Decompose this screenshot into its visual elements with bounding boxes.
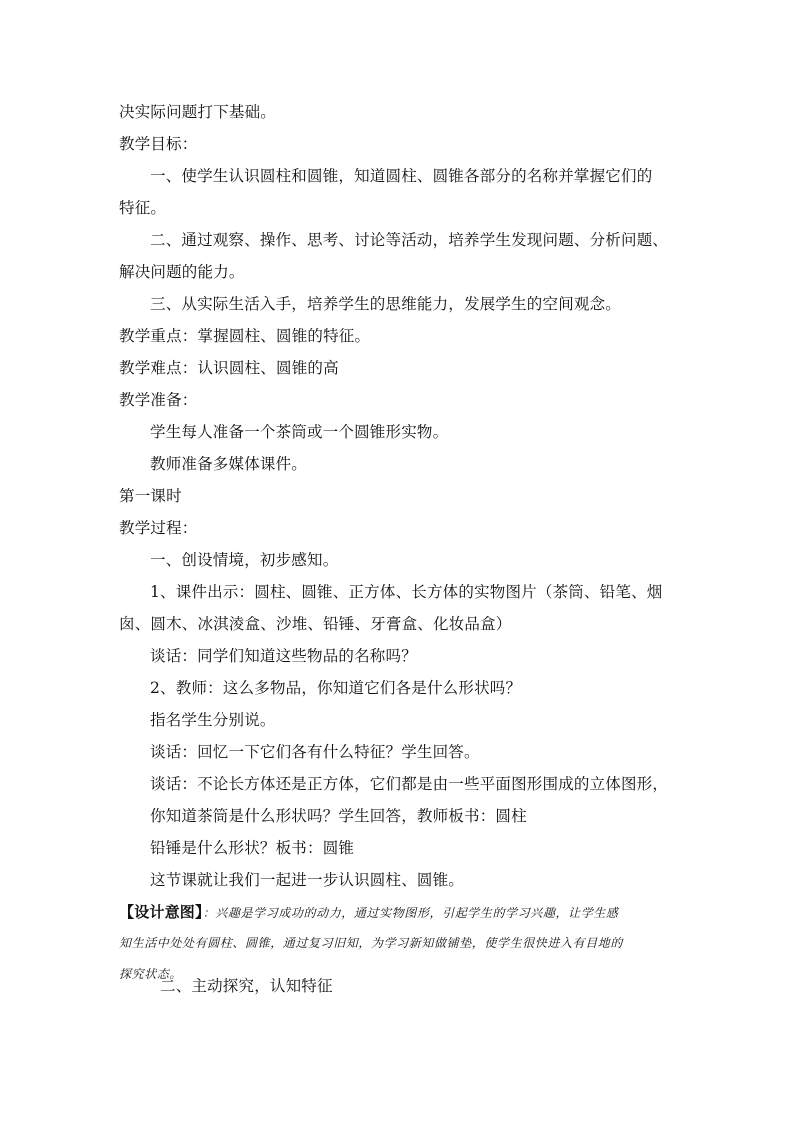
preparation-students: 学生每人准备一个茶筒或一个圆锥形实物。 xyxy=(150,423,449,441)
closing-line: 这节课就让我们一起进一步认识圆柱、圆锥。 xyxy=(150,871,465,889)
design-note-line-1 xyxy=(119,903,619,922)
talk-1: 谈话：同学们知道这些物品的名称吗？ xyxy=(150,647,417,665)
goal-3: 三、从实际生活入手，培养学生的思维能力，发展学生的空间观念。 xyxy=(150,295,622,313)
talk-3-line-1: 谈话：不论长方体还是正方体，它们都是由一些平面图形围成的立体图形， xyxy=(150,775,669,793)
design-note-line-3: 探究状态。 xyxy=(119,967,183,981)
section-2-title: 二、主动探究，认知特征 xyxy=(160,977,333,995)
text-line: 决实际问题打下基础。 xyxy=(119,103,277,121)
goal-1-line-2: 特征。 xyxy=(119,199,167,217)
difficult-point: 教学难点：认识圆柱、圆锥的高 xyxy=(119,359,339,377)
heading-process: 教学过程： xyxy=(119,519,198,537)
goal-2-line-2: 解决问题的能力。 xyxy=(119,263,245,281)
heading-teaching-goals: 教学目标： xyxy=(119,135,198,153)
section-1-title: 一、创设情境，初步感知。 xyxy=(150,551,339,569)
talk-2: 谈话：回忆一下它们各有什么特征？学生回答。 xyxy=(150,743,480,761)
heading-preparation: 教学准备： xyxy=(119,391,198,409)
step-2: 2、教师：这么多物品，你知道它们各是什么形状吗？ xyxy=(150,679,522,697)
goal-2-line-1: 二、通过观察、操作、思考、讨论等活动，培养学生发现问题、分析问题、 xyxy=(150,231,669,249)
design-note-text: ：兴趣是学习成功的动力，通过实物图形，引起学生的学习兴趣，让学生感 xyxy=(202,906,619,920)
key-point: 教学重点：掌握圆柱、圆锥的特征。 xyxy=(119,327,371,345)
goal-1-line-1: 一、使学生认识圆柱和圆锥，知道圆柱、圆锥各部分的名称并掌握它们的 xyxy=(150,167,653,185)
talk-3-line-2: 你知道茶筒是什么形状吗？学生回答，教师板书：圆柱 xyxy=(150,807,527,825)
lesson-period: 第一课时 xyxy=(119,487,182,505)
design-note-tag: 【设计意图】 xyxy=(119,903,203,921)
talk-3-line-3: 铅锤是什么形状？板书：圆锥 xyxy=(150,839,355,857)
student-answer: 指名学生分别说。 xyxy=(150,711,276,729)
step-1-line-2: 囱、圆木、冰淇淩盒、沙堆、铅锤、牙膏盒、化妆品盒） xyxy=(119,615,512,633)
step-1-line-1: 1、课件出示：圆柱、圆锥、正方体、长方体的实物图片（茶筒、铅笔、烟 xyxy=(150,583,663,601)
design-note-line-2: 知生活中处处有圆柱、圆锥，通过复习旧知，为学习新知做铺垫，使学生很快进入有目地的 xyxy=(119,936,624,950)
preparation-teacher: 教师准备多媒体课件。 xyxy=(150,455,308,473)
